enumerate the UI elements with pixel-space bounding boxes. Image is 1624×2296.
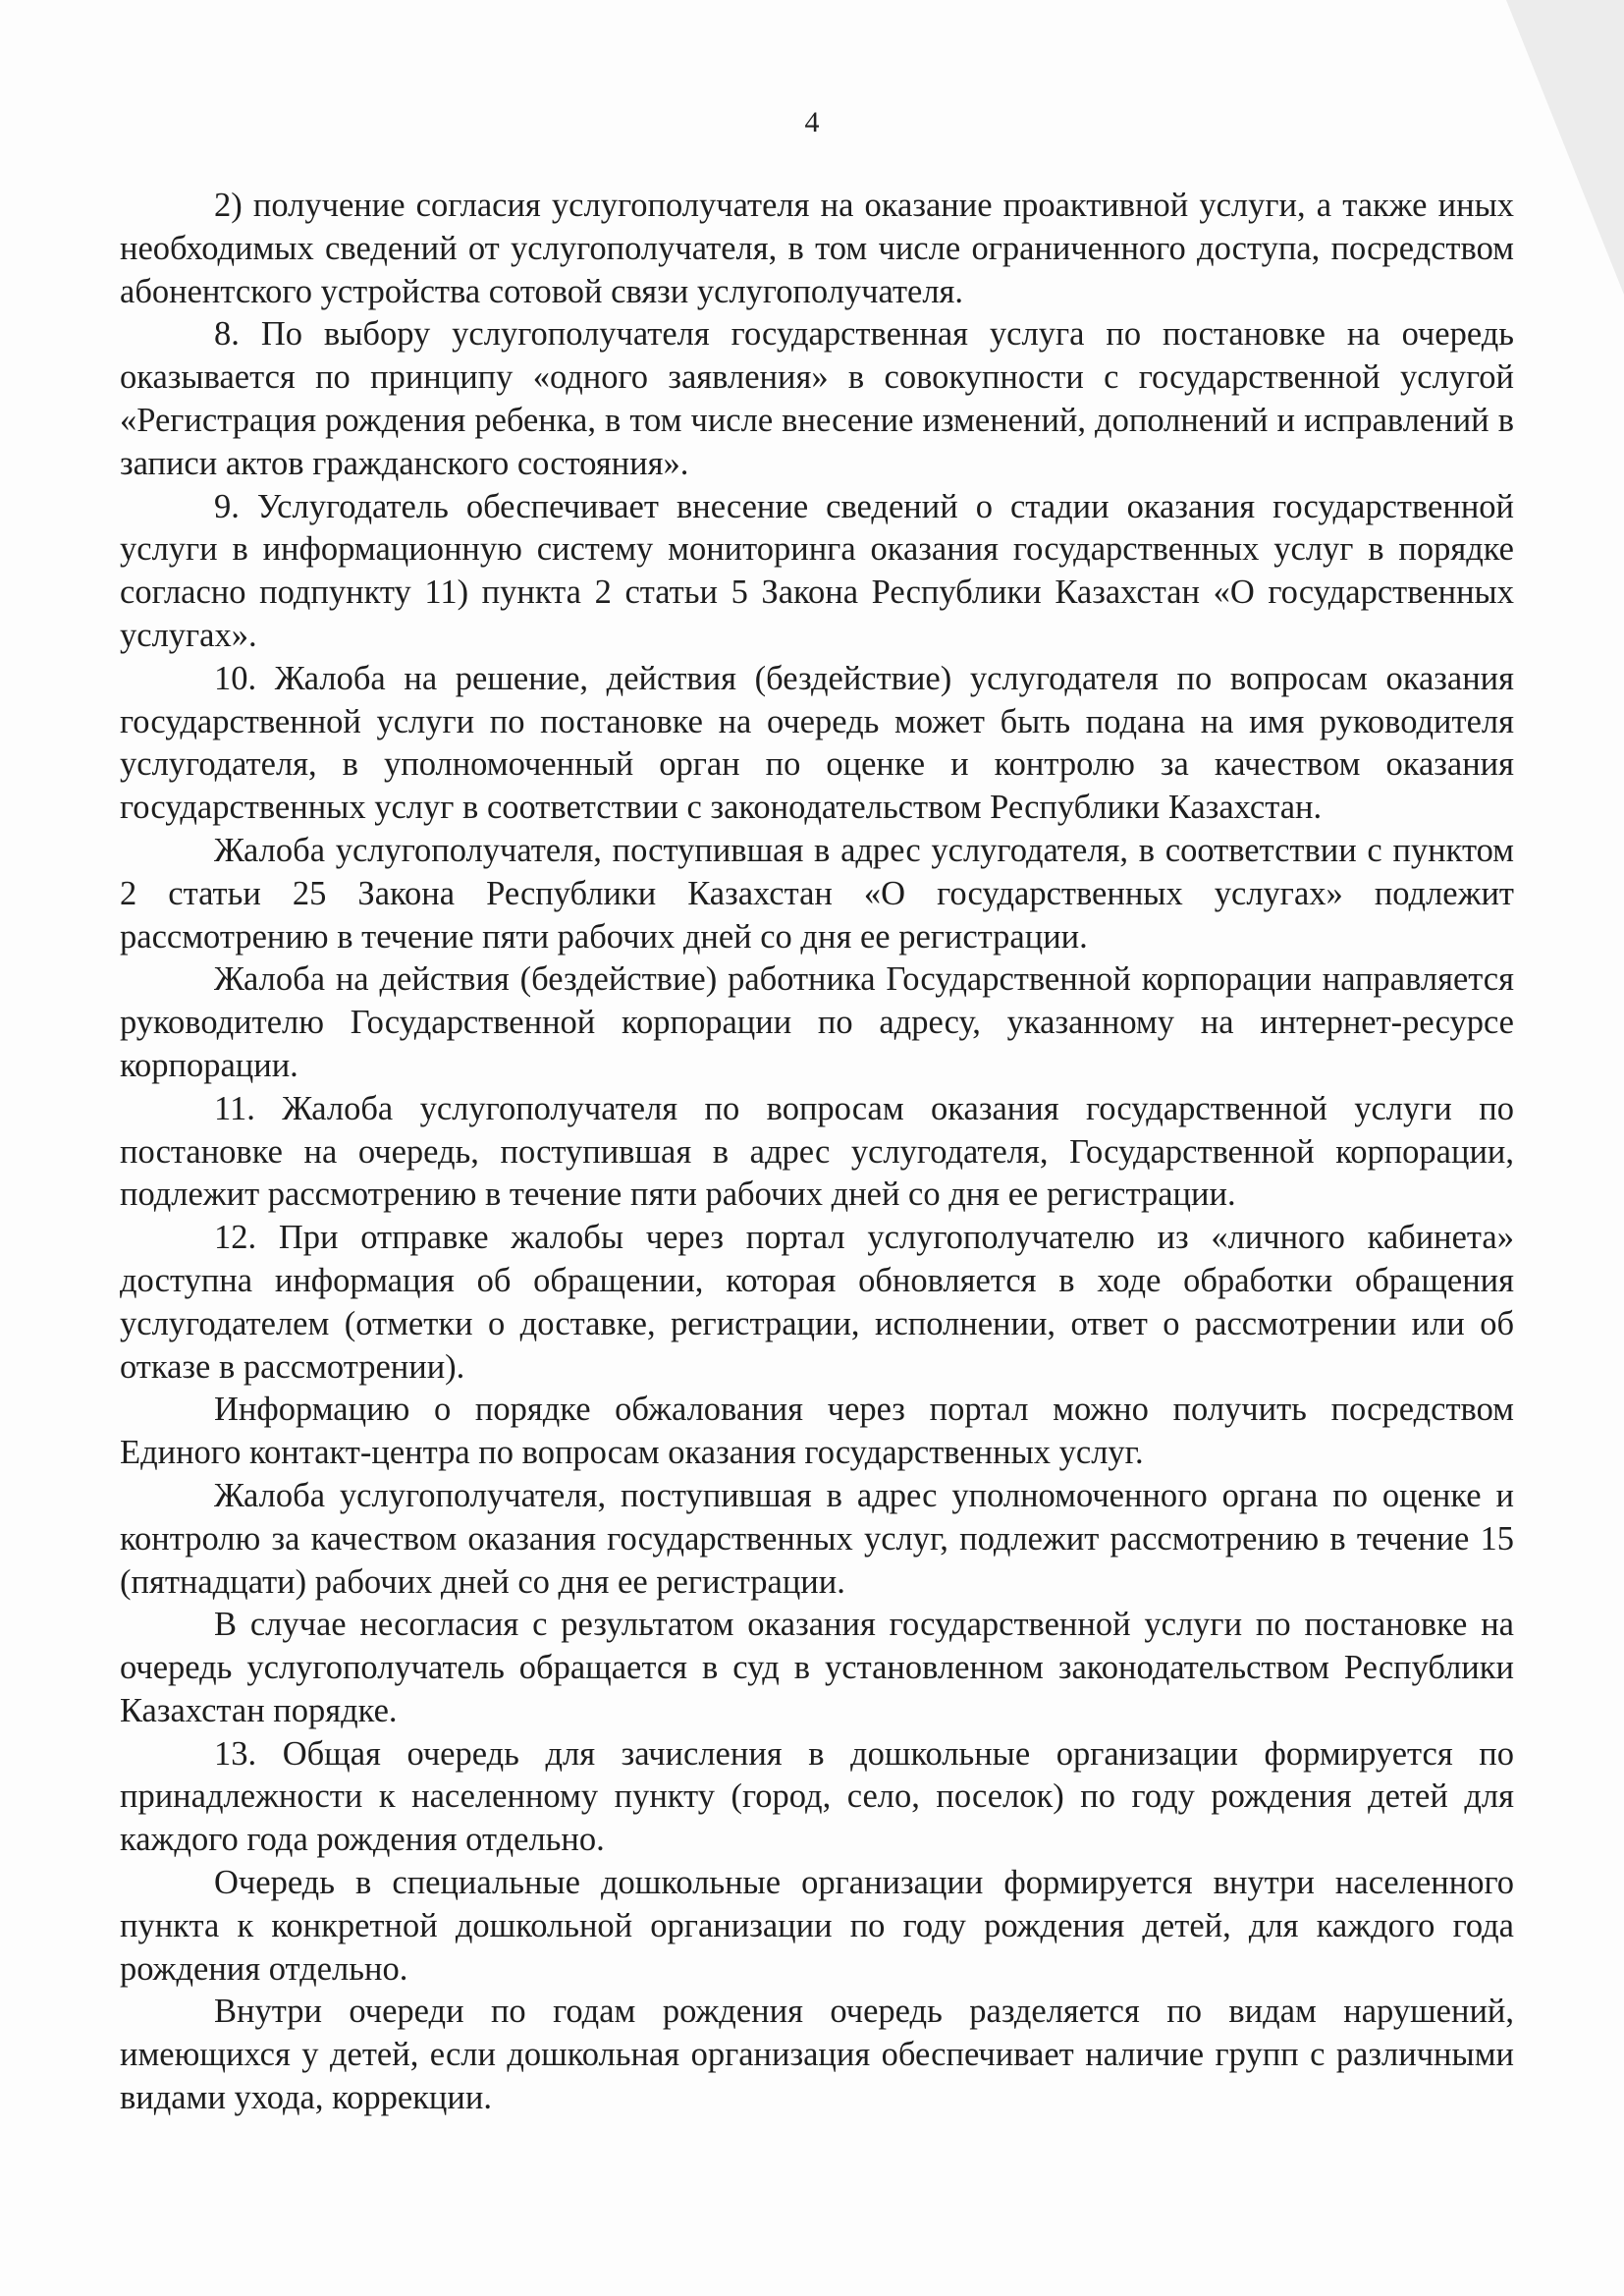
paragraph: 11. Жалоба услугополучателя по вопросам оказания государственной услуги по постановке на очередь, поступившая в адрес услугодателя, Государственной корпорации, подлежит рассмотрению в течение пяти рабочих дней со дня ее регистрации. [120,1089,1514,1214]
paragraph: Жалоба услугополучателя, поступившая в адрес уполномоченного органа по оценке и контролю за качеством оказания государственных услуг, подлежит рассмотрению в течение 15 (пятнадцати) рабочих дней со дня ее регистрации. [120,1476,1514,1601]
paragraph: Очередь в специальные дошкольные организации формируется внутри населенного пункта к конкретной дошкольной организации по году рождения детей, для каждого года рождения отдельно. [120,1864,1514,1988]
paragraph: Жалоба услугополучателя, поступившая в адрес услугодателя, в соответствии с пунктом 2 статьи 25 Закона Республики Казахстан «О государственных услугах» подлежит рассмотрению в течение пяти рабочих дней со дня ее регистрации. [120,831,1514,956]
paragraph: В случае несогласия с результатом оказания государственной услуги по постановке на очередь услугополучатель обращается в суд в установленном законодательством Республики Казахстан порядке. [120,1606,1514,1729]
paragraph: Информацию о порядке обжалования через портал можно получить посредством Единого контакт-центра по вопросам оказания государственных услуг. [120,1391,1514,1472]
page-number: 4 [804,106,820,138]
paragraph: 13. Общая очередь для зачисления в дошкольные организации формируется по принадлежности к населенному пункту (город, село, поселок) по году рождения детей для каждого года рождения отдельно. [120,1734,1514,1859]
paragraph: 9. Услугодатель обеспечивает внесение сведений о стадии оказания государственной услуги в информационную систему мониторинга оказания государственных услуг в порядке согласно подпункту 11) пункта 2 статьи 5 Закона Республики Казахстан «О государственных услугах». [120,487,1514,654]
paragraph: 12. При отправке жалобы через портал услугополучателю из «личного кабинета» доступна информация об обращении, которая обновляется в ходе обработки обращения услугодателем (отметки о доставке, регистрации, исполнении, ответ о рассмотрении или об отказе в рассмотрении). [120,1219,1514,1386]
folded-corner [1506,0,1624,295]
paragraph: Внутри очереди по годам рождения очередь разделяется по видам нарушений, имеющихся у детей, если дошкольная организация обеспечивает наличие групп с различными видами ухода, коррекции. [120,1993,1514,2117]
paragraph: Жалоба на действия (бездействие) работника Государственной корпорации направляется руководителю Государственной корпорации по адресу, указанному на интернет-ресурсе корпорации. [120,960,1514,1084]
document-body [120,185,1514,2120]
paragraph: 10. Жалоба на решение, действия (бездействие) услугодателя по вопросам оказания государственной услуги по постановке на очередь может быть подана на имя руководителя услугодателя, в уполномоченный орган по оценке и контролю за качеством оказания государственных услуг в соответствии с законодательством Республики Казахстан. [120,659,1514,827]
paragraph: 2) получение согласия услугополучателя на оказание проактивной услуги, а также иных необходимых сведений от услугополучателя, в том числе ограниченного доступа, посредством абонентского устройства сотовой связи услугополучателя. [120,187,1514,310]
paragraph: 8. По выбору услугополучателя государственная услуга по постановке на очередь оказывается по принципу «одного заявления» в совокупности с государственной услугой «Регистрация рождения ребенка, в том числе внесение изменений, дополнений и исправлений в записи актов гражданского состояния». [120,315,1514,482]
